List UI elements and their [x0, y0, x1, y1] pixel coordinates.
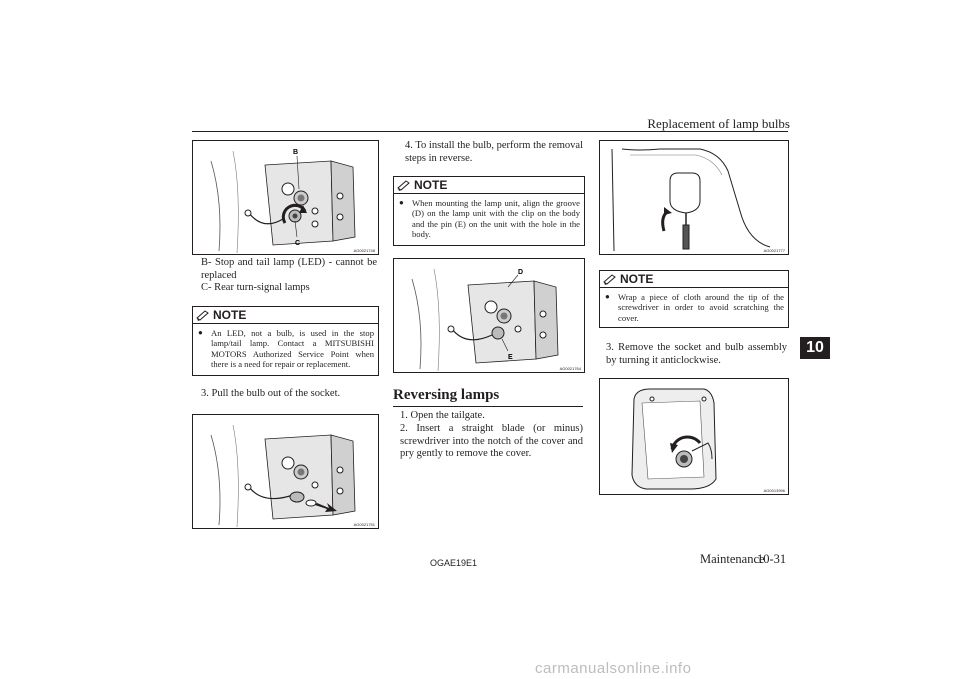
- header-rule: [192, 131, 788, 132]
- note-box-led: [192, 306, 379, 376]
- bullet-icon: ●: [605, 292, 610, 301]
- figure-code: AG0021751: [353, 522, 375, 527]
- pen-icon: [397, 179, 411, 191]
- callout-b: B: [293, 149, 299, 156]
- figure-code: AG0021748: [353, 248, 375, 253]
- bullet-icon: ●: [198, 328, 203, 337]
- step-4-install: [393, 140, 583, 165]
- pry-cover-illustration: [600, 141, 788, 254]
- note-header: [394, 177, 584, 194]
- figure-pry-cover: [599, 140, 789, 255]
- pull-bulb-illustration: [193, 415, 378, 528]
- caption-b: B- Stop and tail lamp (LED) - cannot be replaced: [201, 257, 377, 281]
- note-body: [394, 194, 584, 244]
- figure-code: AG0021764: [559, 366, 581, 371]
- figure-tail-lamp-bulbs: [192, 140, 379, 255]
- step-3-pull-bulb: 3. Pull the bulb out of the socket.: [201, 388, 341, 399]
- step-1-open-tailgate: 1. Open the tailgate.: [400, 410, 485, 421]
- section-rule: [393, 406, 583, 407]
- section-title-reversing-lamps: Reversing lamps: [393, 387, 500, 403]
- step-4-text: 4. To install the bulb, perform the removal steps in reverse.: [405, 140, 583, 164]
- pen-icon: [196, 309, 210, 321]
- running-header: Replacement of lamp bulbs: [647, 116, 790, 131]
- step-3-remove-socket: 3. Remove the socket and bulb assembly by turning it anticlockwise.: [606, 342, 787, 366]
- pen-icon: [603, 273, 617, 285]
- figure-remove-socket: [599, 378, 789, 495]
- figure-lamp-mounting: [393, 258, 585, 373]
- bullet-icon: ●: [399, 198, 404, 207]
- note-body: [600, 288, 788, 327]
- figure-pull-bulb: [192, 414, 379, 529]
- lamp-mounting-illustration: [394, 259, 584, 372]
- note-text: An LED, not a bulb, is used in the stop lamp/tail lamp. Contact a MITSUBISHI MOTORS Authorized Service Point when there is a need for repair or replacement.: [211, 328, 374, 370]
- note-header: [600, 271, 788, 288]
- note-header: [193, 307, 378, 324]
- tail-lamp-illustration: [193, 141, 378, 254]
- page-number: 10-31: [757, 552, 787, 566]
- note-text: When mounting the lamp unit, align the groove (D) on the lamp unit with the clip on the body and the pin (E) on the unit with the hole in the body.: [412, 198, 580, 240]
- callout-c: C: [295, 240, 301, 247]
- note-body: [193, 324, 378, 374]
- note-box-mounting: [393, 176, 585, 246]
- section-tab: 10: [800, 337, 830, 359]
- note-text: Wrap a piece of cloth around the tip of the screwdriver in order to avoid scratching the cover.: [618, 292, 784, 323]
- callout-e: E: [508, 354, 513, 361]
- watermark: carmanualsonline.info: [535, 660, 692, 677]
- figure-code: AG0013996: [763, 488, 785, 493]
- remove-socket-illustration: [600, 379, 788, 494]
- figure-code: AG0021777: [763, 248, 785, 253]
- note-box-wrap-cloth: [599, 270, 789, 328]
- callout-d: D: [518, 269, 524, 276]
- caption-c: C- Rear turn-signal lamps: [201, 282, 310, 293]
- note-label: NOTE: [213, 308, 247, 322]
- document-code: OGAE19E1: [430, 558, 478, 568]
- step-2-insert-screwdriver: 2. Insert a straight blade (or minus) screwdriver into the notch of the cover and pry gently to remove the cover.: [400, 423, 583, 459]
- note-label: NOTE: [414, 178, 448, 192]
- footer-section-name: Maintenance: [700, 552, 765, 566]
- note-label: NOTE: [620, 272, 654, 286]
